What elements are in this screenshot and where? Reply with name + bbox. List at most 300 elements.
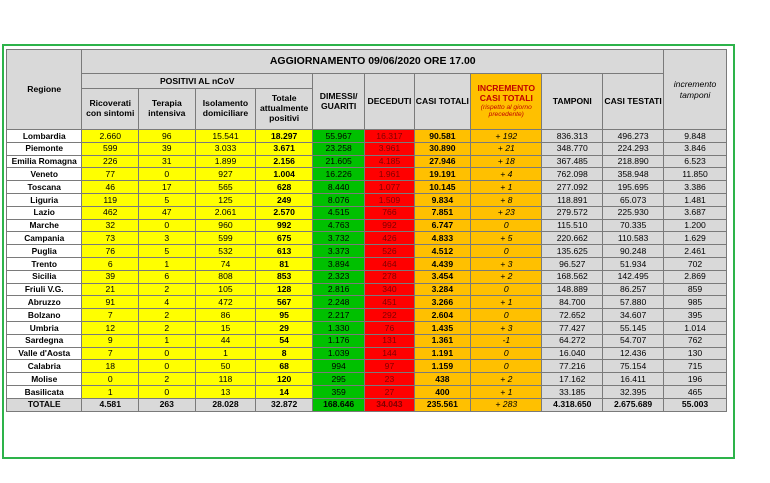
cell-dimessi: 3.894 (312, 257, 364, 270)
cell-casi-testati: 195.695 (603, 181, 664, 194)
cell-casi-totali: 1.361 (414, 334, 471, 347)
cell-terapia: 39 (139, 142, 196, 155)
cell-tamponi: 84.700 (542, 296, 603, 309)
cell-casi-testati: 358.948 (603, 168, 664, 181)
cell-ricoverati: 77 (82, 168, 139, 181)
cell-casi-totali: 438 (414, 373, 471, 386)
cell-ricoverati: 1 (82, 385, 139, 398)
report-frame (2, 44, 735, 459)
cell-deceduti: 766 (365, 206, 414, 219)
header-totale-positivi: Totale attualmente positivi (256, 89, 313, 130)
cell-totale: 249 (256, 193, 313, 206)
cell-dimessi: 3.373 (312, 245, 364, 258)
cell-incremento: + 2 (471, 270, 542, 283)
cell-inc-tamponi: 465 (664, 385, 727, 398)
cell-ricoverati: 2.660 (82, 130, 139, 143)
covid-regional-table (6, 49, 727, 412)
cell-casi-totali: 90.581 (414, 130, 471, 143)
cell-deceduti: 16.317 (365, 130, 414, 143)
cell-dimessi: 3.732 (312, 232, 364, 245)
cell-incremento: + 1 (471, 296, 542, 309)
cell-casi-testati: 225.930 (603, 206, 664, 219)
cell-deceduti: 23 (365, 373, 414, 386)
cell-deceduti: 526 (365, 245, 414, 258)
cell-deceduti: 1.077 (365, 181, 414, 194)
header-incremento-note: (rispetto al giorno precedente) (480, 103, 532, 119)
cell-tamponi: 96.527 (542, 257, 603, 270)
cell-isolamento: 28.028 (195, 398, 256, 411)
cell-casi-testati: 2.675.689 (603, 398, 664, 411)
table-row (7, 321, 727, 334)
cell-terapia: 5 (139, 193, 196, 206)
header-dimessi: DIMESSI/ GUARITI (312, 74, 364, 130)
table-row (7, 309, 727, 322)
cell-terapia: 2 (139, 283, 196, 296)
cell-deceduti: 292 (365, 309, 414, 322)
cell-tamponi: 135.625 (542, 245, 603, 258)
cell-incremento: + 2 (471, 373, 542, 386)
cell-regione: Lazio (7, 206, 82, 219)
cell-inc-tamponi: 985 (664, 296, 727, 309)
cell-totale: 628 (256, 181, 313, 194)
cell-tamponi: 220.662 (542, 232, 603, 245)
cell-dimessi: 4.515 (312, 206, 364, 219)
cell-incremento: + 1 (471, 181, 542, 194)
cell-totale: 18.297 (256, 130, 313, 143)
cell-casi-totali: 1.435 (414, 321, 471, 334)
cell-terapia: 2 (139, 373, 196, 386)
cell-casi-totali: 3.284 (414, 283, 471, 296)
cell-inc-tamponi: 1.014 (664, 321, 727, 334)
cell-tamponi: 367.485 (542, 155, 603, 168)
cell-inc-tamponi: 3.846 (664, 142, 727, 155)
cell-incremento: + 4 (471, 168, 542, 181)
cell-totale: 8 (256, 347, 313, 360)
header-casi-totali: CASI TOTALI (414, 74, 471, 130)
cell-dimessi: 359 (312, 385, 364, 398)
table-row (7, 270, 727, 283)
cell-isolamento: 74 (195, 257, 256, 270)
cell-isolamento: 44 (195, 334, 256, 347)
cell-ricoverati: 599 (82, 142, 139, 155)
cell-incremento: + 23 (471, 206, 542, 219)
cell-terapia: 3 (139, 232, 196, 245)
cell-casi-totali: 10.145 (414, 181, 471, 194)
cell-tamponi: 115.510 (542, 219, 603, 232)
cell-casi-totali: 4.439 (414, 257, 471, 270)
cell-terapia: 6 (139, 270, 196, 283)
cell-terapia: 0 (139, 219, 196, 232)
cell-deceduti: 131 (365, 334, 414, 347)
cell-isolamento: 13 (195, 385, 256, 398)
cell-totale: 54 (256, 334, 313, 347)
cell-isolamento: 15.541 (195, 130, 256, 143)
cell-incremento: + 18 (471, 155, 542, 168)
cell-ricoverati: 21 (82, 283, 139, 296)
cell-isolamento: 532 (195, 245, 256, 258)
cell-deceduti: 34.043 (365, 398, 414, 411)
cell-casi-totali: 19.191 (414, 168, 471, 181)
cell-ricoverati: 7 (82, 309, 139, 322)
cell-incremento: 0 (471, 347, 542, 360)
cell-casi-testati: 34.607 (603, 309, 664, 322)
cell-ricoverati: 46 (82, 181, 139, 194)
table-body (7, 130, 727, 412)
cell-regione: Abruzzo (7, 296, 82, 309)
cell-tamponi: 118.891 (542, 193, 603, 206)
cell-casi-testati: 110.583 (603, 232, 664, 245)
cell-regione: Emilia Romagna (7, 155, 82, 168)
cell-incremento: 0 (471, 360, 542, 373)
cell-tamponi: 64.272 (542, 334, 603, 347)
header-tamponi: TAMPONI (542, 74, 603, 130)
cell-totale: 1.004 (256, 168, 313, 181)
header-incremento (471, 74, 542, 130)
header-isolamento: Isolamento domiciliare (195, 89, 256, 130)
cell-isolamento: 118 (195, 373, 256, 386)
cell-tamponi: 72.652 (542, 309, 603, 322)
cell-totale: 95 (256, 309, 313, 322)
cell-isolamento: 50 (195, 360, 256, 373)
header-incremento-title: INCREMENTO CASI TOTALI (477, 83, 536, 103)
cell-casi-totali: 30.890 (414, 142, 471, 155)
cell-isolamento: 125 (195, 193, 256, 206)
cell-casi-testati: 55.145 (603, 321, 664, 334)
cell-inc-tamponi: 196 (664, 373, 727, 386)
cell-terapia: 5 (139, 245, 196, 258)
cell-isolamento: 599 (195, 232, 256, 245)
table-row (7, 296, 727, 309)
cell-inc-tamponi: 9.848 (664, 130, 727, 143)
cell-ricoverati: 12 (82, 321, 139, 334)
table-row (7, 232, 727, 245)
cell-totale: 613 (256, 245, 313, 258)
cell-deceduti: 3.961 (365, 142, 414, 155)
header-positivi-group: POSITIVI AL nCoV (82, 74, 313, 89)
cell-casi-testati: 90.248 (603, 245, 664, 258)
cell-totale: 2.156 (256, 155, 313, 168)
table-row (7, 334, 727, 347)
header-regione: Regione (7, 50, 82, 130)
cell-incremento: + 1 (471, 385, 542, 398)
cell-incremento: 0 (471, 283, 542, 296)
cell-ricoverati: 462 (82, 206, 139, 219)
cell-casi-testati: 496.273 (603, 130, 664, 143)
cell-inc-tamponi: 55.003 (664, 398, 727, 411)
cell-incremento: 0 (471, 309, 542, 322)
cell-terapia: 96 (139, 130, 196, 143)
cell-inc-tamponi: 6.523 (664, 155, 727, 168)
cell-regione: Puglia (7, 245, 82, 258)
table-row (7, 130, 727, 143)
cell-casi-testati: 218.890 (603, 155, 664, 168)
cell-isolamento: 808 (195, 270, 256, 283)
cell-incremento: + 21 (471, 142, 542, 155)
cell-isolamento: 1.899 (195, 155, 256, 168)
cell-casi-totali: 1.191 (414, 347, 471, 360)
table-row (7, 373, 727, 386)
cell-isolamento: 565 (195, 181, 256, 194)
cell-casi-totali: 1.159 (414, 360, 471, 373)
cell-deceduti: 340 (365, 283, 414, 296)
cell-deceduti: 144 (365, 347, 414, 360)
cell-ricoverati: 91 (82, 296, 139, 309)
header-ricoverati: Ricoverati con sintomi (82, 89, 139, 130)
cell-tamponi: 348.770 (542, 142, 603, 155)
cell-regione: Campania (7, 232, 82, 245)
cell-regione: Sardegna (7, 334, 82, 347)
cell-incremento: + 8 (471, 193, 542, 206)
cell-inc-tamponi: 395 (664, 309, 727, 322)
cell-deceduti: 27 (365, 385, 414, 398)
cell-incremento: + 5 (471, 232, 542, 245)
cell-terapia: 0 (139, 168, 196, 181)
cell-terapia: 17 (139, 181, 196, 194)
cell-regione: Toscana (7, 181, 82, 194)
cell-inc-tamponi: 2.869 (664, 270, 727, 283)
cell-isolamento: 105 (195, 283, 256, 296)
cell-tamponi: 4.318.650 (542, 398, 603, 411)
cell-dimessi: 23.258 (312, 142, 364, 155)
cell-tamponi: 148.889 (542, 283, 603, 296)
cell-deceduti: 278 (365, 270, 414, 283)
cell-incremento: 0 (471, 245, 542, 258)
cell-casi-testati: 142.495 (603, 270, 664, 283)
cell-dimessi: 8.076 (312, 193, 364, 206)
cell-tamponi: 77.216 (542, 360, 603, 373)
cell-casi-totali: 2.604 (414, 309, 471, 322)
cell-totale: 120 (256, 373, 313, 386)
cell-ricoverati: 18 (82, 360, 139, 373)
cell-casi-totali: 4.512 (414, 245, 471, 258)
header-deceduti: DECEDUTI (365, 74, 414, 130)
cell-tamponi: 762.098 (542, 168, 603, 181)
cell-casi-totali: 3.454 (414, 270, 471, 283)
cell-dimessi: 21.605 (312, 155, 364, 168)
cell-dimessi: 1.330 (312, 321, 364, 334)
cell-casi-totali: 9.834 (414, 193, 471, 206)
cell-regione: Marche (7, 219, 82, 232)
cell-ricoverati: 76 (82, 245, 139, 258)
cell-terapia: 1 (139, 334, 196, 347)
cell-isolamento: 927 (195, 168, 256, 181)
cell-casi-testati: 224.293 (603, 142, 664, 155)
table-row (7, 181, 727, 194)
header-casi-testati: CASI TESTATI (603, 74, 664, 130)
cell-dimessi: 4.763 (312, 219, 364, 232)
cell-casi-testati: 32.395 (603, 385, 664, 398)
table-row (7, 206, 727, 219)
cell-totale: 68 (256, 360, 313, 373)
cell-deceduti: 76 (365, 321, 414, 334)
cell-isolamento: 2.061 (195, 206, 256, 219)
cell-inc-tamponi: 715 (664, 360, 727, 373)
cell-dimessi: 2.323 (312, 270, 364, 283)
cell-inc-tamponi: 702 (664, 257, 727, 270)
cell-inc-tamponi: 3.386 (664, 181, 727, 194)
cell-inc-tamponi: 1.481 (664, 193, 727, 206)
cell-regione: Valle d'Aosta (7, 347, 82, 360)
cell-ricoverati: 6 (82, 257, 139, 270)
cell-isolamento: 960 (195, 219, 256, 232)
cell-terapia: 263 (139, 398, 196, 411)
cell-inc-tamponi: 1.200 (664, 219, 727, 232)
cell-dimessi: 1.039 (312, 347, 364, 360)
cell-isolamento: 3.033 (195, 142, 256, 155)
cell-casi-totali: 27.946 (414, 155, 471, 168)
table-row (7, 142, 727, 155)
cell-totale: 3.671 (256, 142, 313, 155)
cell-isolamento: 15 (195, 321, 256, 334)
table-row (7, 347, 727, 360)
cell-ricoverati: 7 (82, 347, 139, 360)
cell-casi-totali: 400 (414, 385, 471, 398)
table-row (7, 257, 727, 270)
cell-regione: Molise (7, 373, 82, 386)
cell-terapia: 31 (139, 155, 196, 168)
cell-regione: Umbria (7, 321, 82, 334)
cell-inc-tamponi: 130 (664, 347, 727, 360)
cell-regione: Bolzano (7, 309, 82, 322)
cell-incremento: 0 (471, 219, 542, 232)
cell-casi-totali: 235.561 (414, 398, 471, 411)
cell-terapia: 0 (139, 385, 196, 398)
cell-dimessi: 994 (312, 360, 364, 373)
total-row (7, 398, 727, 411)
cell-ricoverati: 226 (82, 155, 139, 168)
cell-dimessi: 55.967 (312, 130, 364, 143)
cell-casi-testati: 51.934 (603, 257, 664, 270)
cell-terapia: 1 (139, 257, 196, 270)
cell-ricoverati: 119 (82, 193, 139, 206)
cell-inc-tamponi: 2.461 (664, 245, 727, 258)
cell-totale: 14 (256, 385, 313, 398)
cell-terapia: 0 (139, 347, 196, 360)
table-row (7, 168, 727, 181)
cell-casi-totali: 4.833 (414, 232, 471, 245)
cell-isolamento: 472 (195, 296, 256, 309)
cell-dimessi: 168.646 (312, 398, 364, 411)
cell-terapia: 47 (139, 206, 196, 219)
cell-terapia: 0 (139, 360, 196, 373)
cell-dimessi: 2.248 (312, 296, 364, 309)
cell-deceduti: 4.185 (365, 155, 414, 168)
cell-terapia: 4 (139, 296, 196, 309)
cell-totale: 675 (256, 232, 313, 245)
cell-tamponi: 277.092 (542, 181, 603, 194)
cell-totale: 128 (256, 283, 313, 296)
cell-dimessi: 2.217 (312, 309, 364, 322)
cell-deceduti: 426 (365, 232, 414, 245)
cell-deceduti: 1.509 (365, 193, 414, 206)
cell-inc-tamponi: 762 (664, 334, 727, 347)
cell-incremento: + 283 (471, 398, 542, 411)
cell-inc-tamponi: 1.629 (664, 232, 727, 245)
cell-isolamento: 1 (195, 347, 256, 360)
cell-casi-totali: 7.851 (414, 206, 471, 219)
cell-incremento: + 192 (471, 130, 542, 143)
cell-tamponi: 16.040 (542, 347, 603, 360)
cell-regione: Piemonte (7, 142, 82, 155)
cell-dimessi: 1.176 (312, 334, 364, 347)
cell-ricoverati: 0 (82, 373, 139, 386)
cell-deceduti: 97 (365, 360, 414, 373)
cell-inc-tamponi: 859 (664, 283, 727, 296)
cell-deceduti: 464 (365, 257, 414, 270)
cell-terapia: 2 (139, 309, 196, 322)
cell-totale: 567 (256, 296, 313, 309)
cell-regione: TOTALE (7, 398, 82, 411)
cell-casi-testati: 57.880 (603, 296, 664, 309)
table-row (7, 385, 727, 398)
cell-regione: Friuli V.G. (7, 283, 82, 296)
cell-incremento: + 3 (471, 257, 542, 270)
cell-totale: 992 (256, 219, 313, 232)
cell-ricoverati: 9 (82, 334, 139, 347)
cell-tamponi: 33.185 (542, 385, 603, 398)
cell-dimessi: 2.816 (312, 283, 364, 296)
cell-casi-testati: 70.335 (603, 219, 664, 232)
cell-inc-tamponi: 11.850 (664, 168, 727, 181)
cell-regione: Liguria (7, 193, 82, 206)
cell-tamponi: 17.162 (542, 373, 603, 386)
cell-regione: Calabria (7, 360, 82, 373)
table-row (7, 245, 727, 258)
table-row (7, 219, 727, 232)
cell-regione: Trento (7, 257, 82, 270)
cell-totale: 853 (256, 270, 313, 283)
table-row (7, 360, 727, 373)
cell-ricoverati: 39 (82, 270, 139, 283)
cell-dimessi: 295 (312, 373, 364, 386)
cell-totale: 81 (256, 257, 313, 270)
table-row (7, 193, 727, 206)
cell-tamponi: 168.562 (542, 270, 603, 283)
cell-deceduti: 992 (365, 219, 414, 232)
cell-casi-testati: 86.257 (603, 283, 664, 296)
cell-tamponi: 279.572 (542, 206, 603, 219)
cell-casi-totali: 3.266 (414, 296, 471, 309)
cell-tamponi: 77.427 (542, 321, 603, 334)
cell-totale: 2.570 (256, 206, 313, 219)
table-row (7, 155, 727, 168)
cell-regione: Sicilia (7, 270, 82, 283)
cell-regione: Basilicata (7, 385, 82, 398)
header-incremento-tamponi: incremento tamponi (664, 50, 727, 130)
cell-incremento: + 3 (471, 321, 542, 334)
cell-totale: 29 (256, 321, 313, 334)
cell-terapia: 2 (139, 321, 196, 334)
cell-casi-testati: 12.436 (603, 347, 664, 360)
cell-deceduti: 1.961 (365, 168, 414, 181)
cell-ricoverati: 73 (82, 232, 139, 245)
header-terapia: Terapia intensiva (139, 89, 196, 130)
cell-deceduti: 451 (365, 296, 414, 309)
cell-tamponi: 836.313 (542, 130, 603, 143)
table-row (7, 283, 727, 296)
cell-isolamento: 86 (195, 309, 256, 322)
cell-casi-testati: 54.707 (603, 334, 664, 347)
cell-dimessi: 8.440 (312, 181, 364, 194)
cell-dimessi: 16.226 (312, 168, 364, 181)
cell-ricoverati: 4.581 (82, 398, 139, 411)
cell-regione: Lombardia (7, 130, 82, 143)
cell-ricoverati: 32 (82, 219, 139, 232)
page-title: AGGIORNAMENTO 09/06/2020 ORE 17.00 (82, 50, 664, 74)
cell-regione: Veneto (7, 168, 82, 181)
cell-totale: 32.872 (256, 398, 313, 411)
cell-casi-testati: 75.154 (603, 360, 664, 373)
